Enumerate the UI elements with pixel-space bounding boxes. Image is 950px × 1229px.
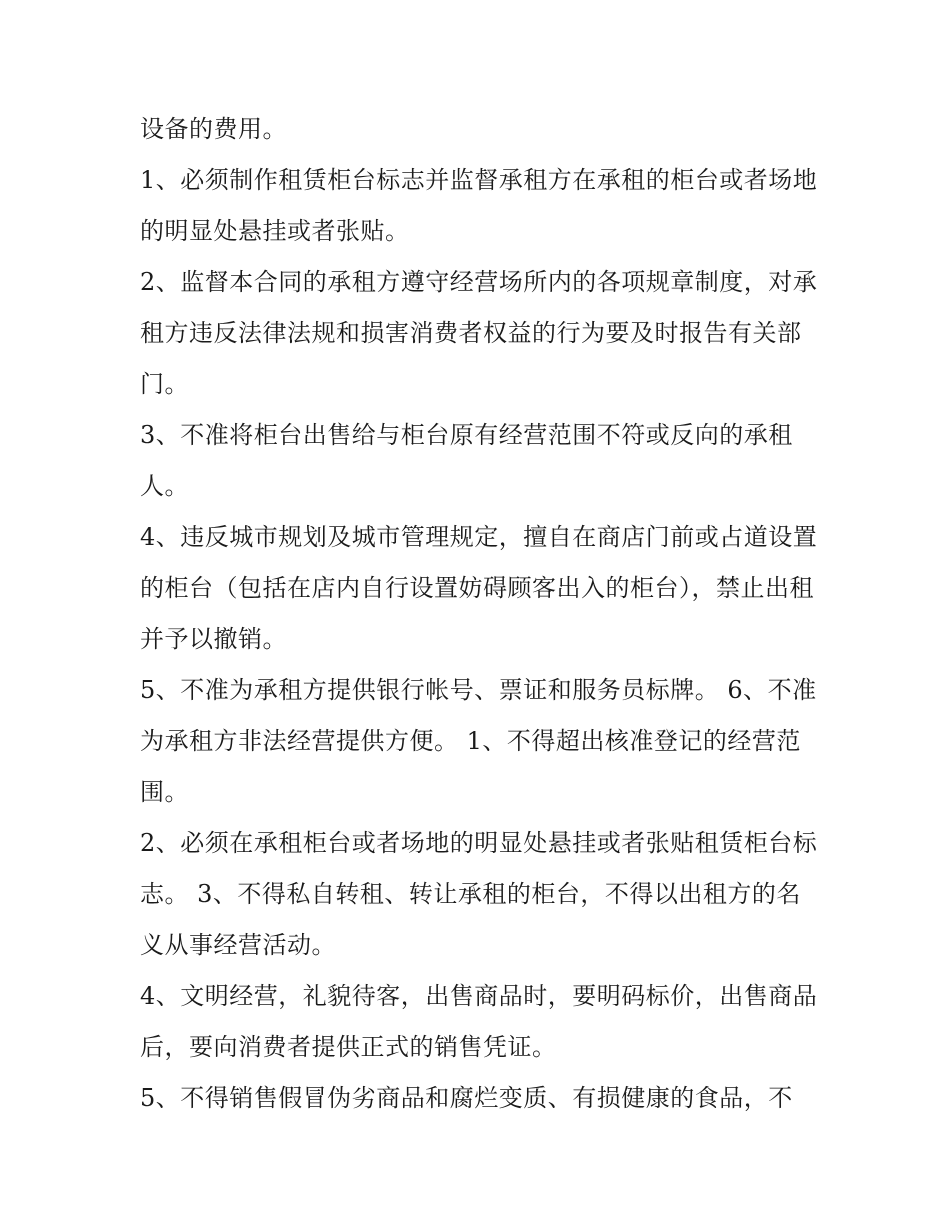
paragraph-item-4-city-planning: 4、违反城市规划及城市管理规定，擅自在商店门前或占道设置的柜台（包括在店内自行设置妨碍顾客出入的柜台），禁止出租并予以撤销。 <box>140 523 818 653</box>
document-body <box>140 104 820 1124</box>
paragraph-item-1-sign: 1、必须制作租赁柜台标志并监督承租方在承租的柜台或者场地的明显处悬挂或者张贴。 <box>140 166 818 245</box>
paragraph-item-2-supervise: 2、监督本合同的承租方遵守经营场所内的各项规章制度，对承租方违反法律法规和损害消费者权益的行为要及时报告有关部门。 <box>140 268 818 398</box>
paragraph-item-4-civil-business: 4、文明经营，礼貌待客，出售商品时，要明码标价，出售商品后，要向消费者提供正式的销售凭证。 <box>140 982 818 1061</box>
paragraph-item-5-no-fake-goods: 5、不得销售假冒伪劣商品和腐烂变质、有损健康的食品，不 <box>140 1084 793 1112</box>
paragraph-item-3-no-sale: 3、不准将柜台出售给与柜台原有经营范围不符或反向的承租人。 <box>140 421 793 500</box>
paragraph-fee-continuation: 设备的费用。 <box>140 115 287 143</box>
paragraph-item-5-6-lessor-rules: 5、不准为承租方提供银行帐号、票证和服务员标牌。 6、不准为承租方非法经营提供方便。 1、不得超出核准登记的经营范围。 <box>140 676 817 806</box>
paragraph-item-2-3-lessee-rules: 2、必须在承租柜台或者场地的明显处悬挂或者张贴租赁柜台标志。 3、不得私自转租、转让承租的柜台，不得以出租方的名义从事经营活动。 <box>140 829 818 959</box>
